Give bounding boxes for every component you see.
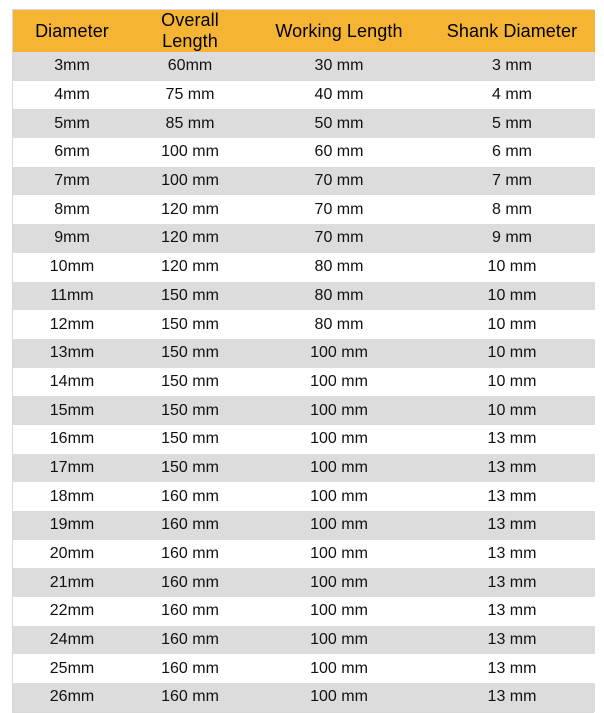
shank-diameter-cell: 10 mm: [429, 310, 595, 339]
working-length-cell: 100 mm: [249, 597, 429, 626]
table-row: [13, 511, 595, 540]
overall-length-cell: 60mm: [131, 52, 249, 81]
shank-diameter-cell: 5 mm: [429, 109, 595, 138]
shank-diameter-cell: 7 mm: [429, 167, 595, 196]
shank-diameter-cell: 13 mm: [429, 597, 595, 626]
diameter-cell: 20mm: [13, 540, 131, 569]
shank-diameter-cell: 13 mm: [429, 482, 595, 511]
size-table-container: [12, 9, 594, 713]
diameter-cell: 18mm: [13, 482, 131, 511]
diameter-cell: 6mm: [13, 138, 131, 167]
overall-length-cell: 160 mm: [131, 626, 249, 655]
working-length-cell: 70 mm: [249, 224, 429, 253]
overall-length-cell: 160 mm: [131, 482, 249, 511]
overall-length-cell: 160 mm: [131, 511, 249, 540]
overall-length-cell: 120 mm: [131, 253, 249, 282]
working-length-cell: 100 mm: [249, 368, 429, 397]
diameter-cell: 12mm: [13, 310, 131, 339]
working-length-cell: 60 mm: [249, 138, 429, 167]
overall-length-cell: 75 mm: [131, 81, 249, 110]
shank-diameter-cell: 13 mm: [429, 425, 595, 454]
overall-length-cell: 100 mm: [131, 167, 249, 196]
working-length-cell: 100 mm: [249, 339, 429, 368]
diameter-cell: 7mm: [13, 167, 131, 196]
table-row: [13, 310, 595, 339]
overall-length-cell: 85 mm: [131, 109, 249, 138]
shank-diameter-cell: 6 mm: [429, 138, 595, 167]
working-length-cell: 80 mm: [249, 253, 429, 282]
working-length-cell: 70 mm: [249, 167, 429, 196]
table-row: [13, 540, 595, 569]
table-row: [13, 195, 595, 224]
overall-length-cell: 160 mm: [131, 683, 249, 712]
overall-length-cell: 160 mm: [131, 597, 249, 626]
table-row: [13, 568, 595, 597]
table-row: [13, 683, 595, 712]
size-table: [13, 10, 595, 712]
table-row: [13, 454, 595, 483]
shank-diameter-cell: 3 mm: [429, 52, 595, 81]
diameter-cell: 21mm: [13, 568, 131, 597]
shank-diameter-cell: 13 mm: [429, 626, 595, 655]
overall-length-cell: 150 mm: [131, 368, 249, 397]
working-length-cell: 80 mm: [249, 282, 429, 311]
working-length-cell: 100 mm: [249, 568, 429, 597]
table-row: [13, 224, 595, 253]
working-length-cell: 100 mm: [249, 626, 429, 655]
diameter-cell: 11mm: [13, 282, 131, 311]
diameter-cell: 9mm: [13, 224, 131, 253]
diameter-cell: 10mm: [13, 253, 131, 282]
header-diameter: Diameter: [13, 10, 131, 52]
diameter-cell: 26mm: [13, 683, 131, 712]
table-row: [13, 282, 595, 311]
overall-length-cell: 120 mm: [131, 195, 249, 224]
header-overall-length: Overall Length: [131, 10, 249, 52]
diameter-cell: 8mm: [13, 195, 131, 224]
shank-diameter-cell: 10 mm: [429, 339, 595, 368]
working-length-cell: 30 mm: [249, 52, 429, 81]
table-row: [13, 396, 595, 425]
table-row: [13, 597, 595, 626]
table-row: [13, 253, 595, 282]
working-length-cell: 100 mm: [249, 396, 429, 425]
header-shank-diameter: Shank Diameter: [429, 10, 595, 52]
diameter-cell: 3mm: [13, 52, 131, 81]
table-row: [13, 109, 595, 138]
shank-diameter-cell: 10 mm: [429, 368, 595, 397]
working-length-cell: 100 mm: [249, 511, 429, 540]
shank-diameter-cell: 13 mm: [429, 454, 595, 483]
diameter-cell: 24mm: [13, 626, 131, 655]
table-body: [13, 52, 595, 712]
working-length-cell: 100 mm: [249, 454, 429, 483]
shank-diameter-cell: 8 mm: [429, 195, 595, 224]
shank-diameter-cell: 4 mm: [429, 81, 595, 110]
overall-length-cell: 160 mm: [131, 654, 249, 683]
table-row: [13, 52, 595, 81]
overall-length-cell: 160 mm: [131, 540, 249, 569]
diameter-cell: 13mm: [13, 339, 131, 368]
shank-diameter-cell: 10 mm: [429, 282, 595, 311]
working-length-cell: 70 mm: [249, 195, 429, 224]
shank-diameter-cell: 10 mm: [429, 253, 595, 282]
overall-length-cell: 150 mm: [131, 454, 249, 483]
overall-length-cell: 150 mm: [131, 396, 249, 425]
overall-length-cell: 150 mm: [131, 425, 249, 454]
header-row: [13, 10, 595, 52]
diameter-cell: 5mm: [13, 109, 131, 138]
working-length-cell: 100 mm: [249, 540, 429, 569]
table-row: [13, 339, 595, 368]
overall-length-cell: 150 mm: [131, 339, 249, 368]
shank-diameter-cell: 13 mm: [429, 683, 595, 712]
diameter-cell: 22mm: [13, 597, 131, 626]
table-header: [13, 10, 595, 52]
overall-length-cell: 150 mm: [131, 282, 249, 311]
diameter-cell: 4mm: [13, 81, 131, 110]
table-row: [13, 81, 595, 110]
working-length-cell: 100 mm: [249, 425, 429, 454]
diameter-cell: 15mm: [13, 396, 131, 425]
shank-diameter-cell: 13 mm: [429, 654, 595, 683]
shank-diameter-cell: 13 mm: [429, 511, 595, 540]
table-row: [13, 425, 595, 454]
working-length-cell: 40 mm: [249, 81, 429, 110]
table-row: [13, 626, 595, 655]
shank-diameter-cell: 13 mm: [429, 540, 595, 569]
table-row: [13, 138, 595, 167]
diameter-cell: 19mm: [13, 511, 131, 540]
working-length-cell: 100 mm: [249, 482, 429, 511]
table-row: [13, 482, 595, 511]
shank-diameter-cell: 10 mm: [429, 396, 595, 425]
overall-length-cell: 160 mm: [131, 568, 249, 597]
diameter-cell: 17mm: [13, 454, 131, 483]
working-length-cell: 50 mm: [249, 109, 429, 138]
table-row: [13, 368, 595, 397]
shank-diameter-cell: 9 mm: [429, 224, 595, 253]
diameter-cell: 25mm: [13, 654, 131, 683]
header-working-length: Working Length: [249, 10, 429, 52]
table-row: [13, 167, 595, 196]
overall-length-cell: 120 mm: [131, 224, 249, 253]
working-length-cell: 100 mm: [249, 654, 429, 683]
diameter-cell: 16mm: [13, 425, 131, 454]
working-length-cell: 100 mm: [249, 683, 429, 712]
shank-diameter-cell: 13 mm: [429, 568, 595, 597]
overall-length-cell: 100 mm: [131, 138, 249, 167]
working-length-cell: 80 mm: [249, 310, 429, 339]
diameter-cell: 14mm: [13, 368, 131, 397]
overall-length-cell: 150 mm: [131, 310, 249, 339]
table-row: [13, 654, 595, 683]
